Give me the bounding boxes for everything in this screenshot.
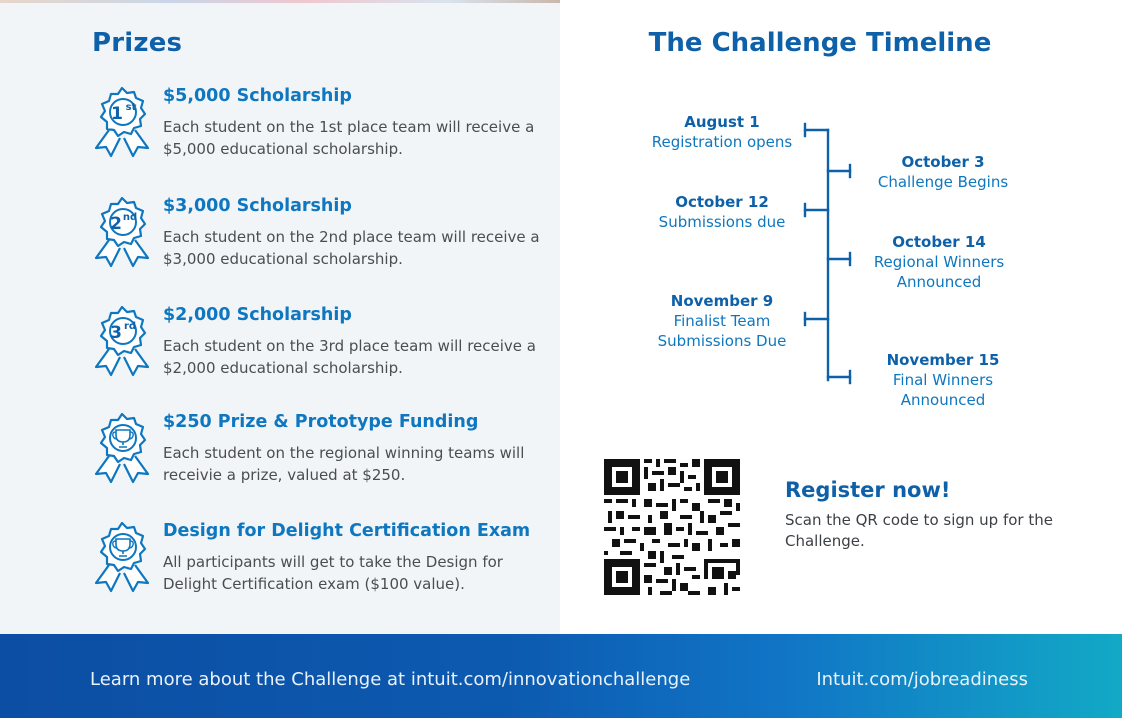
event-date: October 3 [901, 153, 985, 171]
prize-description: All participants will get to take the Design for Delight Certification exam ($100 value). [163, 553, 503, 593]
badge-suffix: st [125, 102, 137, 113]
badge-suffix: rd [123, 321, 137, 332]
badge-number: 2 [110, 214, 122, 234]
timeline-event [843, 152, 1043, 192]
event-description: Regional Winners Announced [873, 253, 1005, 291]
event-description: Final Winners Announced [892, 371, 994, 409]
header-photo-edge [0, 0, 560, 3]
challenge-link[interactable]: Learn more about the Challenge at intuit.com/innovationchallenge [90, 669, 691, 690]
footer-bar [0, 634, 1122, 718]
trophy-badge-icon [92, 412, 152, 486]
timeline-heading: The Challenge Timeline [648, 28, 992, 58]
timeline-event [622, 112, 822, 152]
timeline-event [622, 291, 822, 351]
prize-description: Each student on the 1st place team will receive a $5,000 educational scholarship. [163, 118, 535, 158]
timeline-event [843, 350, 1043, 410]
ribbon-badge-icon [92, 196, 152, 270]
event-date: October 14 [892, 233, 986, 251]
event-date: August 1 [684, 113, 760, 131]
prize-description: Each student on the 3rd place team will receive a $2,000 educational scholarship. [163, 337, 536, 377]
timeline-event [622, 192, 822, 232]
prize-title: Design for Delight Certification Exam [163, 521, 531, 541]
badge-suffix: nd [122, 212, 138, 223]
register-heading: Register now! [785, 478, 951, 502]
event-description: Submissions due [658, 213, 786, 231]
prize-description: Each student on the 2nd place team will receive a $3,000 educational scholarship. [163, 228, 540, 268]
event-description: Registration opens [651, 133, 793, 151]
prize-title: $5,000 Scholarship [163, 86, 352, 106]
prize-description: Each student on the regional winning teams will receivie a prize, valued at $250. [163, 444, 525, 484]
event-description: Finalist Team Submissions Due [657, 312, 787, 350]
register-description: Scan the QR code to sign up for the Challenge. [785, 511, 1053, 550]
qr-code-icon[interactable] [604, 459, 740, 595]
prize-title: $250 Prize & Prototype Funding [163, 412, 479, 432]
prize-title: $2,000 Scholarship [163, 305, 352, 325]
prizes-heading: Prizes [92, 28, 183, 58]
badge-number: 3 [110, 323, 122, 343]
ribbon-badge-icon [92, 86, 152, 160]
event-date: November 9 [670, 292, 774, 310]
ribbon-badge-icon [92, 305, 152, 379]
event-date: November 15 [886, 351, 1000, 369]
timeline-event [839, 232, 1039, 292]
event-description: Challenge Begins [877, 173, 1009, 191]
event-date: October 12 [675, 193, 769, 211]
badge-number: 1 [111, 104, 123, 124]
prize-title: $3,000 Scholarship [163, 196, 352, 216]
jobreadiness-link[interactable]: Intuit.com/jobreadiness [816, 669, 1028, 690]
trophy-badge-icon [92, 521, 152, 595]
